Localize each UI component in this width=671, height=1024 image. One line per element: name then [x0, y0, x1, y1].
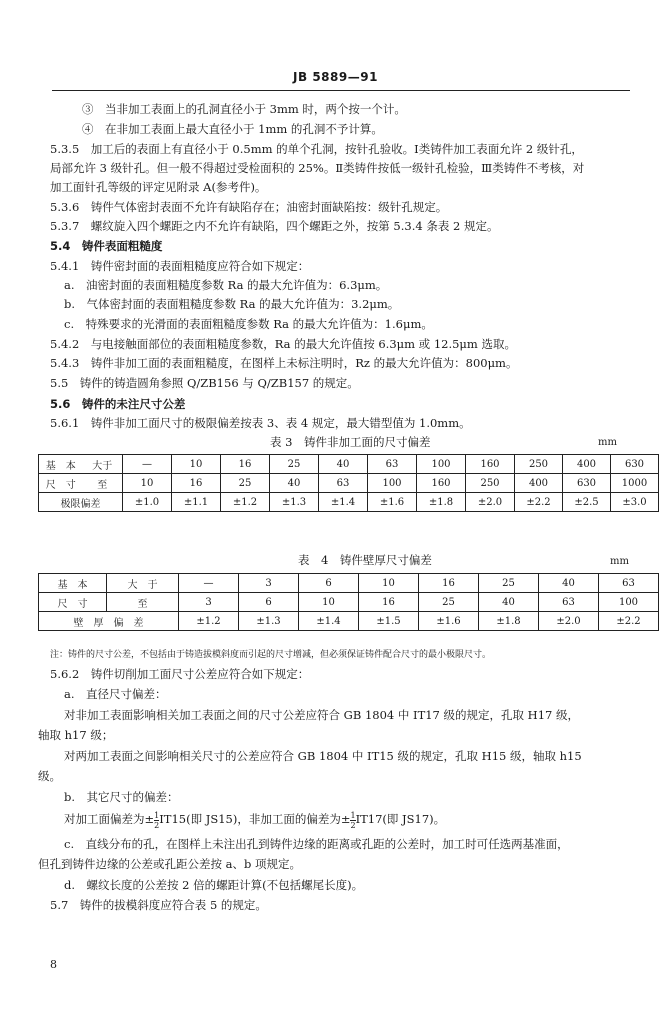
table-cell: 40: [479, 593, 539, 612]
table-cell: 40: [270, 474, 319, 493]
section-5-4-1-b: b. 气体密封面的表面粗糙度参数 Ra 的最大允许值为：3.2μm。: [64, 297, 400, 311]
table-cell: ±1.2: [179, 612, 239, 631]
table-3-row-le: [39, 474, 659, 493]
table-3: [38, 454, 659, 512]
table-cell: 25: [221, 474, 270, 493]
table-3-row-tol: [39, 493, 659, 512]
table-cell: 16: [359, 593, 419, 612]
section-5-6-2-a-line3: 对两加工表面之间影响相关尺寸的公差应符合 GB 1804 中 IT15 级的规定，孔取 H15 级，轴取 h15: [64, 749, 582, 763]
table-4-le-label: 至: [107, 593, 179, 612]
section-5-6-2-a-title: a. 直径尺寸偏差：: [64, 687, 167, 701]
table-cell: 16: [172, 474, 221, 493]
item-3: ③ 当非加工表面上的孔洞直径小于 3mm 时，两个按一个计。: [82, 102, 406, 116]
item-4: ④ 在非加工表面上最大直径小于 1mm 的孔洞不予计算。: [82, 122, 383, 136]
table-cell: 160: [466, 455, 515, 474]
section-5-3-6: 5.3.6 铸件气体密封表面不允许有缺陷存在；油密封面缺陷按：级针孔规定。: [50, 200, 448, 214]
section-5-6-2-d: d. 螺纹长度的公差按 2 倍的螺距计算(不包括螺尾长度)。: [64, 878, 364, 892]
section-5-6-2-b-title: b. 其它尺寸的偏差：: [64, 790, 179, 804]
b-text-mid1: IT15(即 JS15)，非加工面的偏差为±: [159, 812, 351, 826]
table-cell: 250: [515, 455, 563, 474]
section-5-6-2-c-line1: c. 直线分布的孔，在图样上未注出孔到铸件边缘的距离或孔距的公差时，加工时可任选两基准面，: [64, 837, 569, 851]
table-cell: 10: [299, 593, 359, 612]
table-cell: 100: [368, 474, 417, 493]
table-3-basic-label-b: 尺 寸: [39, 474, 83, 493]
table-cell: 6: [239, 593, 299, 612]
table-cell: 10: [172, 455, 221, 474]
table-3-basic-label-a: 基 本: [39, 455, 83, 474]
table-4-basic-label-a: 基 本: [39, 574, 107, 593]
section-5-6-1: 5.6.1 铸件非加工面尺寸的极限偏差按表 3、表 4 规定，最大错型值为 1.0mm。: [50, 416, 471, 430]
table-cell: 630: [611, 455, 659, 474]
b-text-pre: 对加工面偏差为±: [64, 812, 155, 826]
section-5-6-2-intro: 5.6.2 铸件切削加工面尺寸公差应符合如下规定：: [50, 667, 310, 681]
table-cell: 25: [270, 455, 319, 474]
table-cell: 25: [419, 593, 479, 612]
table-cell: ±1.3: [270, 493, 319, 512]
table-cell: ±1.6: [368, 493, 417, 512]
table-cell: ±1.8: [479, 612, 539, 631]
table-cell: 40: [319, 455, 368, 474]
table-cell: ±3.0: [611, 493, 659, 512]
table-cell: ±1.2: [221, 493, 270, 512]
section-5-6-2-c-line2: 但孔到铸件边缘的公差或孔距公差按 a、b 项规定。: [38, 857, 302, 871]
table-cell: ±1.6: [419, 612, 479, 631]
section-5-4-1-a: a. 油密封面的表面粗糙度参数 Ra 的最大允许值为：6.3μm。: [64, 278, 388, 292]
table-cell: 400: [563, 455, 611, 474]
section-5-3-5-line3: 加工面针孔等级的评定见附录 A(参考件)。: [50, 180, 267, 194]
table-cell: 63: [368, 455, 417, 474]
table-4-gt-label: 大 于: [107, 574, 179, 593]
table-cell: 40: [539, 574, 599, 593]
table-cell: ±2.0: [539, 612, 599, 631]
table-cell: 10: [359, 574, 419, 593]
table-3-gt-label: 大于: [83, 455, 123, 474]
table-cell: 6: [299, 574, 359, 593]
table-4-basic-label-b: 尺 寸: [39, 593, 107, 612]
table-cell: 63: [319, 474, 368, 493]
table-cell: 630: [563, 474, 611, 493]
fraction-denominator: 2: [350, 820, 356, 830]
table-cell: ±1.1: [172, 493, 221, 512]
table-4-tol-label: 壁 厚 偏 差: [39, 612, 179, 631]
table-cell: ±1.4: [299, 612, 359, 631]
header-rule: [52, 90, 630, 91]
section-5-6-2-a-line1: 对非加工表面影响相关加工表面之间的尺寸公差应符合 GB 1804 中 IT17 级的规定，孔取 H17 级，: [64, 708, 579, 722]
section-5-7: 5.7 铸件的拔模斜度应符合表 5 的规定。: [50, 898, 267, 912]
page-number: 8: [50, 958, 57, 971]
table-cell: ±1.4: [319, 493, 368, 512]
table-cell: ±2.2: [515, 493, 563, 512]
section-5-4-2: 5.4.2 与电接触面部位的表面粗糙度参数，Ra 的最大允许值按 6.3μm 或 12.5μm 选取。: [50, 337, 516, 351]
table-cell: ±2.2: [599, 612, 659, 631]
section-5-4-1-c: c. 特殊要求的光滑面的表面粗糙度参数 Ra 的最大允许值为：1.6μm。: [64, 317, 433, 331]
section-5-6-2-b-formula: [64, 808, 445, 830]
table-cell: ±1.0: [123, 493, 172, 512]
table-cell: —: [123, 455, 172, 474]
table-cell: ±1.3: [239, 612, 299, 631]
table-cell: ±1.8: [417, 493, 466, 512]
table-4-note: 注：铸件的尺寸公差，不包括由于铸造拔模斜度而引起的尺寸增减，但必须保证铸件配合尺寸的最小极限尺寸。: [50, 650, 492, 660]
table-cell: 3: [179, 593, 239, 612]
table-4-caption: 表 4 铸件壁厚尺寸偏差: [298, 553, 432, 567]
section-5-6-2-a-line4: 级。: [38, 769, 61, 783]
table-cell: 1000: [611, 474, 659, 493]
section-5-3-7: 5.3.7 螺纹旋入四个螺距之内不允许有缺陷，四个螺距之外，按第 5.3.4 条表 2 规定。: [50, 219, 499, 233]
table-cell: —: [179, 574, 239, 593]
table-4-row-tol: [39, 612, 659, 631]
section-5-3-5-line2: 局部允许 3 级针孔。但一般不得超过受检面积的 25%。Ⅱ类铸件按低一级针孔检验，Ⅲ类铸件不考核，对: [50, 161, 585, 175]
section-5-3-5-line1: 5.3.5 加工后的表面上有直径小于 0.5mm 的单个孔洞，按针孔验收。Ⅰ类铸件加工表面允许 2 级针孔，: [50, 142, 583, 156]
fraction-numerator: 1: [154, 810, 160, 820]
table-cell: 63: [599, 574, 659, 593]
table-4-unit: mm: [610, 556, 629, 567]
table-cell: 400: [515, 474, 563, 493]
table-cell: 100: [599, 593, 659, 612]
section-5-4-heading: 5.4 铸件表面粗糙度: [50, 239, 163, 253]
table-cell: 160: [417, 474, 466, 493]
fraction-numerator: 1: [350, 810, 356, 820]
table-cell: ±1.5: [359, 612, 419, 631]
section-5-4-3: 5.4.3 铸件非加工面的表面粗糙度，在图样上未标注明时，Rz 的最大允许值为：800μm。: [50, 356, 518, 370]
table-4-row-le: [39, 593, 659, 612]
table-cell: 3: [239, 574, 299, 593]
table-cell: 10: [123, 474, 172, 493]
b-text-mid2: IT17(即 JS17)。: [355, 812, 446, 826]
table-cell: ±2.0: [466, 493, 515, 512]
table-cell: ±2.5: [563, 493, 611, 512]
table-cell: 16: [221, 455, 270, 474]
section-5-5: 5.5 铸件的铸造圆角参照 Q/ZB156 与 Q/ZB157 的规定。: [50, 376, 359, 390]
table-cell: 25: [479, 574, 539, 593]
table-3-row-gt: [39, 455, 659, 474]
table-cell: 63: [539, 593, 599, 612]
fraction-denominator: 2: [154, 820, 160, 830]
table-4: [38, 573, 659, 631]
section-5-6-heading: 5.6 铸件的未注尺寸公差: [50, 397, 186, 411]
table-3-tol-label: 极限偏差: [39, 493, 123, 512]
section-5-4-1-intro: 5.4.1 铸件密封面的表面粗糙度应符合如下规定：: [50, 259, 310, 273]
table-4-row-gt: [39, 574, 659, 593]
standard-code-header: JB 5889—91: [293, 70, 378, 84]
table-3-caption: 表 3 铸件非加工面的尺寸偏差: [270, 435, 431, 449]
section-5-6-2-a-line2: 轴取 h17 级；: [38, 728, 114, 742]
table-cell: 16: [419, 574, 479, 593]
table-3-le-label: 至: [83, 474, 123, 493]
table-cell: 100: [417, 455, 466, 474]
table-3-unit: mm: [598, 437, 617, 448]
table-cell: 250: [466, 474, 515, 493]
